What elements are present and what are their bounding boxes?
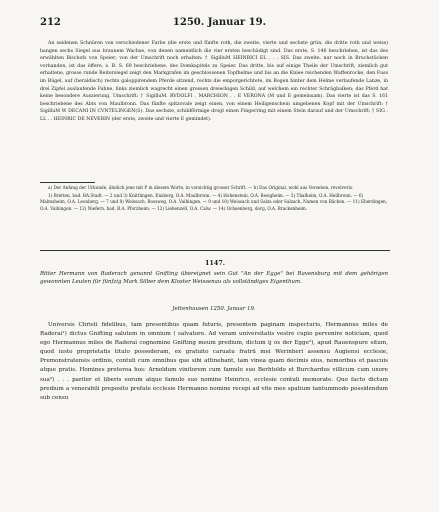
section-divider bbox=[40, 250, 390, 251]
document-number: 1147. bbox=[204, 259, 225, 267]
page-number: 212 bbox=[40, 17, 61, 28]
document-text: Universis Christi fidelibus, tam presentibus quam futuris, presentem paginam inspecturis, Hermannus miles de Raderai¹) dictus Gnifting salutem in omnium ( salvatore. Ad veram universitatis vestre cupio pervenire noticiam, quod ego Hermannus miles de Raderai cognomine Gnifting meum predium, dictum ij os der Egge²), apud Rauenspure situm, quod iusto proprietatis titulo possederam, ex gratuito caruatu fratrū mei Werinheri assensu Augiensi ecclesie, Premonstratensis ordinis, contuli cum omnibus que sibi attinebant, tam vinea quam decimis eius, nemoribus et pascuis atque pratis. Homines preterea hos: Arnoldum vinitorem cum famulo suo Berhtoldo et Burchardus villicum cum uxore sua³) . . . pariter et liberis eorum atque famulo suo nomine Heinrico, ecclesie contuli memorate. Quo facto dictum predium a venerabili preposito prefate ecclesie Hermanno nomine recepi ad vite mee spatium tantummodo possidendum sub censu bbox=[40, 322, 388, 401]
footnote-places: 1) Bretten, bad. BA.Stadt. — 2 und 3) Knittlingen, Enzberg, O.A. Maulbronn. — 4) Hohenstein, O.A. Besigheim. — 5) Thalheim, O.A. Heilbronn. — 6) Malmsheim, O.A. Leonberg. — 7 und 8) Weissach, Rossweg, O.A. Vaihingen. — 9 und 10) Weissach und Salza oder Salzach, Namen von Bächen. — 11) Eberdingen, O.A. Vaihingen. — 12) Niefern, bad. B.A. Pforzheim. — 13) Liebenzell, O.A. Calw. — 14) Ochsenberg, dorg, O.A. Brackenheim. bbox=[40, 193, 388, 211]
page-header bbox=[40, 17, 399, 31]
running-title: 1250. Januar 19. bbox=[172, 17, 267, 28]
footnote-variants: a) Der Anfang der Urkunde, ähnlich jene mit P in diesem Worte, in vorsichtig grosser Schrift. — b) Das Original, wohl aus Versehen, revolveris. bbox=[48, 185, 354, 190]
document-summary-block bbox=[40, 270, 388, 286]
document-summary: Ritter Hermann von Raderach genannt Gnifting übereignet sein Gut "An der Egge" bei Ravensburg mit dem gehörigen gewonnten Leuten für fünfzig Mark Silber dem Kloster Weissenau als vollständiges Eigenthum. bbox=[40, 271, 388, 285]
document-dateline: Jettenhausen 1250. Januar 19. bbox=[172, 306, 256, 312]
footnote-block bbox=[40, 185, 388, 212]
seal-description-block bbox=[40, 40, 388, 124]
footnote-rule bbox=[40, 182, 95, 183]
seal-description: An seidenen Schnüren von verschiedener Farbe (die erste und fünfte roth, die zweite, vierte und sechste grün, die dritte roth und weiss) hangen sechs Siegel aus braunem Wachse, von denen namentlich die vier ersten beschädigt sind. Das erste, S. 146 beschrieben, ist das des erwählten Bischofs von Speier; von der Umschrift noch erhalten: † SigilluM HEINRICI EL . . . SIS. Das zweite, nur noch in Bruchstücken vorhanden, ist das öffere, s. B. S. 69 beschriebene, des Domkapitels zu Speier. Das dritte, bis auf einige Theile der Umschrift, ziemlich gut erhaltene, grosse runde Reitersiegel zeigt den Markgrafen im geschlossenen Topfhelme und bis an die Kniee reichenden Waffenrocke, den Fuss im Bügel, auf (heraldisch) rechts galoppirendem Pferde sitzend, rechts die emporgerichtete, im Bogen hinter dem Helme verlaufende Lanze, in drei Zipfel auslaufende Fahne, links ziemlich wagrecht einen grossen dreieckigen Schild, auf welchem ein rechter Schrägbalken; das Pferd hat keine besondere Auszierung. Umschrift: † SigilluM. RVDOLFI . MARCHION . . E VERONA (M und E gemeinsam). Das vierte ist das S. 161 beschriebene des Abts von Maulbronn. Das fünfte spitzovale zeigt einen, von einem Heiligenschein umgebenen Kopf mit der Umschrift: † SigilluM W DECANI IN CVNTELINGEN(S). Das sechste, schildförmige drogt einen Fingerring mit einem Stein darauf und der Umschrift: † SIG . LL . . HEINRIC DE NEVERIN (der erste, zweite und vierte E gemindet). bbox=[40, 41, 388, 122]
document-body bbox=[40, 321, 388, 403]
